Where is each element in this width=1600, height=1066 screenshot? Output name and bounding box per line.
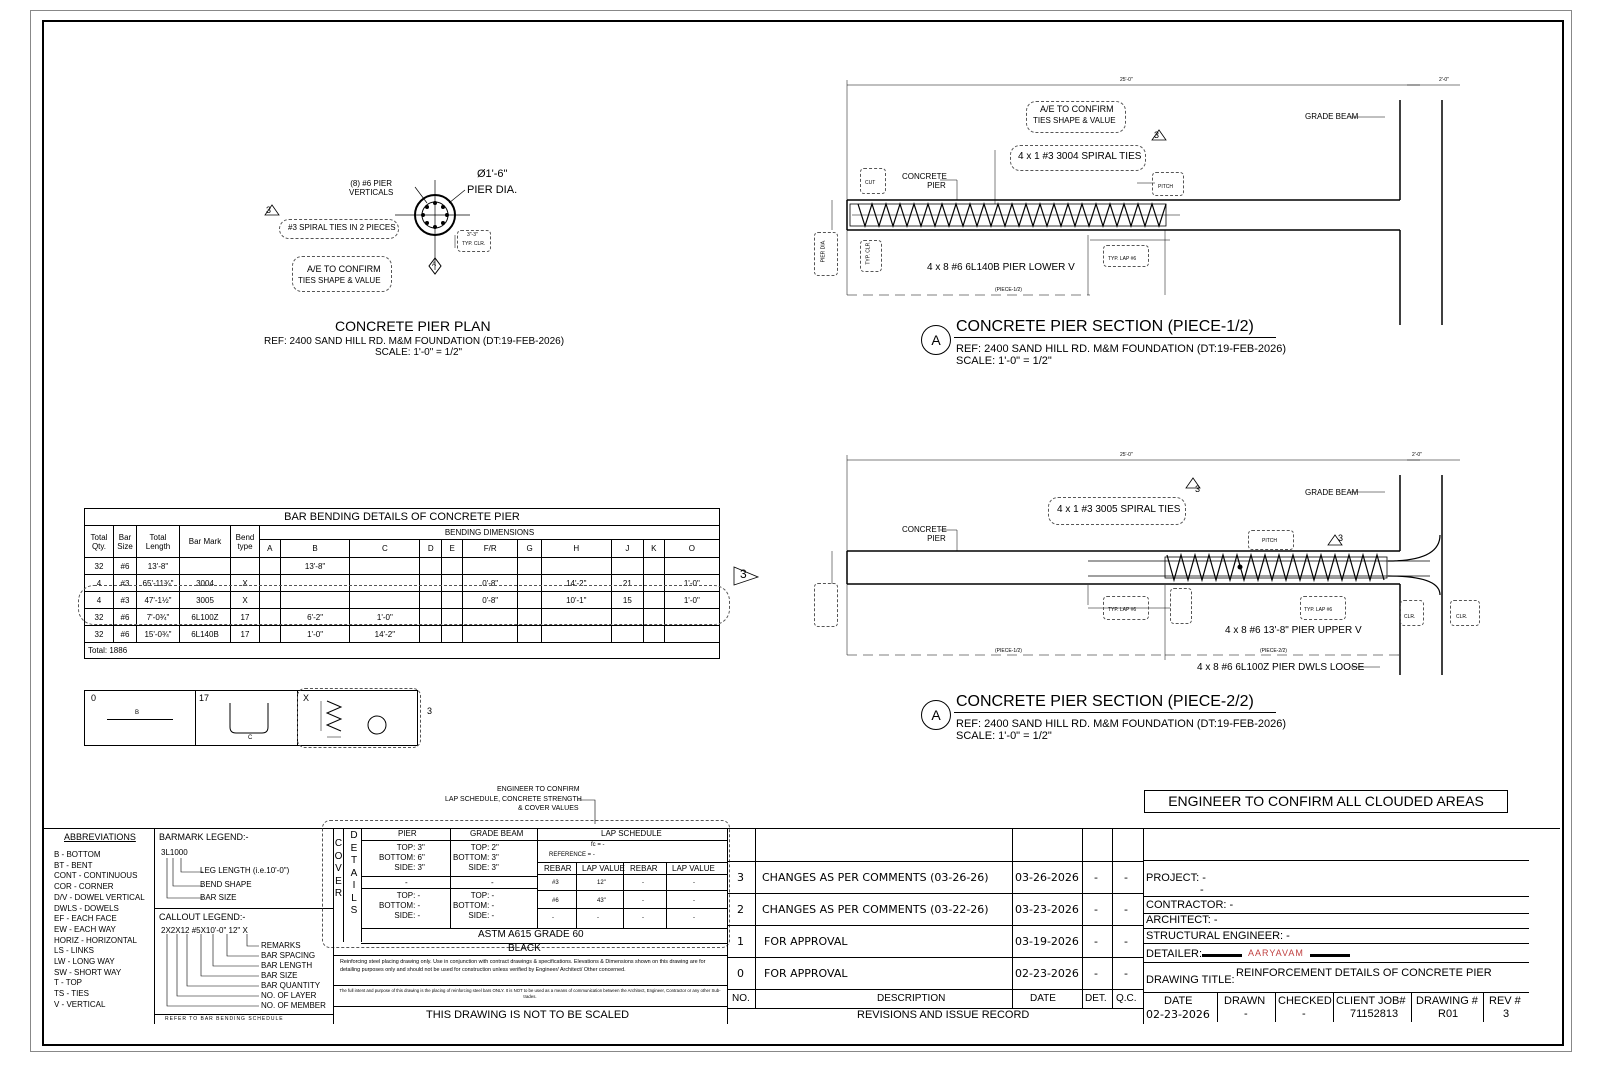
section1-scale: SCALE: 1'-0" = 1/2" xyxy=(956,355,1052,367)
tb-h-checked: CHECKED xyxy=(1278,995,1332,1007)
cover-note-1: Reinforcing steel placing drawing only. Use in conjunction with contract drawings & specifications. Elevations & Dimensions shown on this drawing are for detailing purposes only and should not be used for construction unless verified by Engineer/ Architect/ Other concerned. xyxy=(340,959,706,973)
cover-fc: fc = - xyxy=(591,842,605,848)
bbs-rev: 3 xyxy=(740,567,747,581)
section2-clr-1: CLR. xyxy=(1404,614,1416,620)
cover-v-dash-1: - xyxy=(693,880,695,886)
callout-title: CALLOUT LEGEND:- xyxy=(159,912,246,922)
section1-typ-clr: TYP. CLR. xyxy=(865,241,872,265)
section2-ref: REF: 2400 SAND HILL RD. M&M FOUNDATION (DT:19-FEB-2026) xyxy=(956,718,1287,730)
cover-h-lap-value: LAP VALUE xyxy=(582,864,625,873)
bbs-col-j: J xyxy=(611,540,643,558)
cover-lap-1: 12" xyxy=(597,880,606,886)
list-item: T - TOP xyxy=(54,978,83,988)
section1-concrete-label: CONCRETE PIER xyxy=(902,172,947,190)
list-item: BAR QUANTITY xyxy=(261,981,321,990)
callout-leaders xyxy=(163,934,273,1010)
cover-v-dash-2: - xyxy=(693,898,695,904)
plan-rev-triangle: 3 xyxy=(266,205,272,215)
bbs-h-bending-dims: BENDING DIMENSIONS xyxy=(260,526,720,540)
section2-rev2: 3 xyxy=(1338,533,1344,543)
callout-footer: REFER TO BAR BENDING SCHEDULE xyxy=(165,1016,284,1022)
list-item: BAR LENGTH xyxy=(261,961,313,970)
section1-title-underline xyxy=(954,337,1276,338)
list-item: NO. OF LAYER xyxy=(261,991,317,1000)
legend-panel xyxy=(155,828,333,1024)
list-item: V - VERTICAL xyxy=(54,999,106,1009)
section2-clr-cloud-3 xyxy=(1450,600,1480,626)
section2-pier-dia-cloud xyxy=(814,583,838,627)
bbs-col-fr: F/R xyxy=(463,540,518,558)
bbs-col-g: G xyxy=(518,540,542,558)
abbreviations-title: ABBREVIATIONS xyxy=(64,832,136,842)
project-label: PROJECT: - xyxy=(1146,872,1206,884)
bbs-revision-cloud xyxy=(78,585,730,625)
abbreviations-panel xyxy=(42,828,155,1024)
callout-code: 2X2X12 #5X10'-0" 12" X xyxy=(161,926,248,935)
cover-engineer-line3: & COVER VALUES xyxy=(518,805,579,812)
cover-note-2: The full intent and purpose of this drawing is the placing of reinforcing steel bars ONLY. It is NOT to be used as a means of communication between the Architect, Engineer, Contractor or any other Sub-trades. xyxy=(339,988,721,999)
cover-gb-values: TOP: 2" BOTTOM: 3" SIDE: 3" xyxy=(453,843,499,872)
plan-clr2: TYP. CLR. xyxy=(462,241,486,247)
list-item: SW - SHORT WAY xyxy=(54,967,122,977)
bbs-title: BAR BENDING DETAILS OF CONCRETE PIER xyxy=(85,509,720,526)
section2-rev1: 3 xyxy=(1195,484,1201,494)
barmark-code: 3L1000 xyxy=(161,848,188,857)
section1-cut: CUT xyxy=(865,180,876,186)
project-value: - xyxy=(1200,884,1204,896)
callout-list xyxy=(261,941,326,1011)
shape-x-cloud xyxy=(297,688,421,748)
shape-17-label: C xyxy=(248,735,253,741)
cover-h-rebar: REBAR xyxy=(544,864,572,873)
cover-pier-values-2: TOP: - BOTTOM: - SIDE: - xyxy=(379,891,421,920)
plan-confirm-cloud xyxy=(292,256,392,292)
plan-verticals-label: (8) #6 PIER VERTICALS xyxy=(349,179,394,197)
bbs-table xyxy=(84,508,720,659)
section2-dwls: 4 x 8 #6 6L100Z PIER DWLS LOOSE xyxy=(1197,662,1365,673)
cover-engineer-line2: LAP SCHEDULE, CONCRETE STRENGTH xyxy=(445,796,582,803)
section2-lap-right: TYP. LAP #6 xyxy=(1304,607,1333,613)
section1-drawing xyxy=(810,70,1490,330)
cover-rebar-2: #6 xyxy=(552,898,559,904)
section2-upper-v: 4 x 8 #6 13'-8" PIER UPPER V xyxy=(1225,625,1362,636)
list-item: CONT - CONTINUOUS xyxy=(54,871,138,881)
shape-17-drawing xyxy=(225,701,275,737)
barmark-size: BAR SIZE xyxy=(200,893,237,902)
section1-spiral-label: 4 x 1 #3 3004 SPIRAL TIES xyxy=(1018,151,1142,162)
shape-17-code: 17 xyxy=(199,693,210,703)
section1-dim-right: 2'-0" xyxy=(1439,77,1449,83)
section2-pitch: PITCH xyxy=(1262,538,1277,544)
detailer-label: DETAILER: xyxy=(1146,948,1203,960)
section2-grade-beam: GRADE BEAM xyxy=(1305,488,1359,497)
section2-spiral-label: 4 x 1 #3 3005 SPIRAL TIES xyxy=(1057,504,1181,515)
table-row: 1 FOR APPROVAL 03-19-2026 - - xyxy=(737,935,1128,948)
cover-reference: REFERENCE = - xyxy=(549,852,595,858)
list-item: BAR SIZE xyxy=(261,971,298,980)
cover-details-table xyxy=(333,828,727,942)
list-item: EF - EACH FACE xyxy=(54,914,117,924)
plan-ref: REF: 2400 SAND HILL RD. M&M FOUNDATION (DT:19-FEB-2026) xyxy=(264,336,565,347)
shape-x-code: X xyxy=(303,693,310,703)
bbs-col-d: D xyxy=(420,540,442,558)
cover-r-dash-1: - xyxy=(642,880,644,886)
list-item: REMARKS xyxy=(261,941,301,950)
architect-label: ARCHITECT: - xyxy=(1146,914,1218,926)
bbs-h-mark: Bar Mark xyxy=(180,526,231,558)
section2-piece1: (PIECE-1/2) xyxy=(995,648,1022,654)
tb-h-drawn: DRAWN xyxy=(1224,995,1266,1007)
revisions-header: NO. DESCRIPTION DATE DET. Q.C. xyxy=(732,993,1137,1004)
tb-v-checked: - xyxy=(1302,1008,1306,1020)
table-row: 32 #6 13'-8" 13'-8" xyxy=(85,558,720,575)
revisions-footer: REVISIONS AND ISSUE RECORD xyxy=(857,1009,1030,1021)
plan-confirm-line1: A/E TO CONFIRM xyxy=(307,264,381,274)
section1-piece: (PIECE-1/2) xyxy=(995,287,1022,293)
list-item: D/V - DOWEL VERTICAL xyxy=(54,892,145,902)
section1-confirm-line2: TIES SHAPE & VALUE xyxy=(1033,116,1116,125)
bbs-col-c: C xyxy=(350,540,420,558)
cover-h-lap: LAP SCHEDULE xyxy=(601,829,662,838)
table-row: 4 #3 65'-11¾" 3004 X 0'-8" 14'-2" 21 1'-0" xyxy=(85,575,720,592)
list-item: BAR SPACING xyxy=(261,951,316,960)
barmark-bend: BEND SHAPE xyxy=(200,880,252,889)
section1-pier-dia: PIER DIA. xyxy=(820,239,827,263)
table-row: 32 #6 15'-0¾" 6L140B 17 1'-0" 14'-2" xyxy=(85,626,720,643)
cover-lap-2: 43" xyxy=(597,898,606,904)
list-item: COR - CORNER xyxy=(54,882,114,892)
contractor-label: CONTRACTOR: - xyxy=(1146,899,1234,911)
section2-dim-right: 2'-0" xyxy=(1412,452,1422,458)
cover-h-lap-value-2: LAP VALUE xyxy=(672,864,715,873)
section2-title-underline xyxy=(954,712,1276,713)
tb-v-drawn: - xyxy=(1244,1008,1248,1020)
cover-v-dash-3: - xyxy=(597,915,599,921)
bbs-rev-triangle xyxy=(732,565,762,587)
abbreviations-list xyxy=(54,850,145,1011)
cover-h-rebar-2: REBAR xyxy=(630,864,658,873)
shape-0-code: 0 xyxy=(91,693,97,703)
tb-h-date: DATE xyxy=(1164,995,1193,1007)
section2-piece2: (PIECE-2/2) xyxy=(1260,648,1287,654)
cover-r-dash-2: - xyxy=(642,898,644,904)
plan-title: CONCRETE PIER PLAN xyxy=(335,318,491,334)
section2-title: CONCRETE PIER SECTION (PIECE-2/2) xyxy=(956,693,1254,710)
list-item: TS - TIES xyxy=(54,989,89,999)
section1-dim-top: 25'-0" xyxy=(1120,77,1133,83)
plan-confirm-line2: TIES SHAPE & VALUE xyxy=(298,276,381,285)
shape-0-label: B xyxy=(135,710,140,716)
table-row: 2 CHANGES AS PER COMMENTS (03-22-26) 03-23-2026 - - xyxy=(737,903,1128,916)
bbs-col-k: K xyxy=(643,540,664,558)
section1-ref: REF: 2400 SAND HILL RD. M&M FOUNDATION (DT:19-FEB-2026) xyxy=(956,343,1287,355)
table-row: 3 CHANGES AS PER COMMENTS (03-26-26) 03-26-2026 - - xyxy=(737,871,1128,884)
section2-scale: SCALE: 1'-0" = 1/2" xyxy=(956,730,1052,742)
plan-diameter-label: PIER DIA. xyxy=(467,184,518,196)
cover-pier-values: TOP: 3" BOTTOM: 6" SIDE: 3" xyxy=(379,843,425,872)
table-row: 32 #6 7'-0¾" 6L100Z 17 6'-2" 1'-0" xyxy=(85,609,720,626)
list-item: HORIZ - HORIZONTAL xyxy=(54,935,137,945)
cover-vertical: C O V E R xyxy=(334,838,343,899)
bbs-col-h: H xyxy=(541,540,611,558)
cover-dash-1: - xyxy=(405,878,408,887)
cover-v-dash-4: - xyxy=(693,915,695,921)
section2-clr-cloud xyxy=(1170,588,1192,624)
cover-r-dash-4: - xyxy=(642,915,644,921)
tb-v-rev: 3 xyxy=(1503,1008,1510,1020)
structural-engineer-label: STRUCTURAL ENGINEER: - xyxy=(1146,930,1290,942)
cover-dash-2: - xyxy=(491,878,494,887)
list-item: LW - LONG WAY xyxy=(54,957,115,967)
plan-spiral-label: #3 SPIRAL TIES IN 2 PIECES xyxy=(288,223,396,232)
list-item: B - BOTTOM xyxy=(54,850,101,859)
section2-dim-top: 25'-0" xyxy=(1120,452,1133,458)
tb-v-client: 71152813 xyxy=(1350,1008,1399,1020)
list-item: DWLS - DOWELS xyxy=(54,903,119,913)
barmark-title: BARMARK LEGEND:- xyxy=(159,832,249,842)
cover-black: BLACK xyxy=(508,943,541,954)
drawing-title: REINFORCEMENT DETAILS OF CONCRETE PIER xyxy=(1236,967,1492,979)
drawing-title-label: DRAWING TITLE: xyxy=(1146,974,1235,986)
section1-rev: 3 xyxy=(1154,130,1160,140)
title-block xyxy=(1143,828,1561,1024)
plan-marker: A xyxy=(432,262,437,268)
not-to-scale-note: THIS DRAWING IS NOT TO BE SCALED xyxy=(426,1009,630,1021)
detailer-brand-logo: AARYAVAM xyxy=(1248,948,1304,958)
plan-clr: 3"-3" xyxy=(467,232,478,238)
list-item: EW - EACH WAY xyxy=(54,924,116,934)
bbs-h-size: Bar Size xyxy=(114,526,137,558)
section2-lap-left: TYP. LAP #6 xyxy=(1108,607,1137,613)
list-item: NO. OF MEMBER xyxy=(261,1001,326,1010)
revisions-table xyxy=(727,828,1143,1024)
bbs-col-a: A xyxy=(260,540,281,558)
section1-confirm-line1: A/E TO CONFIRM xyxy=(1040,104,1114,114)
table-row: 0 FOR APPROVAL 02-23-2026 - - xyxy=(737,967,1128,980)
tb-v-drawing: R01 xyxy=(1438,1008,1459,1020)
cover-h-grade-beam: GRADE BEAM xyxy=(470,829,524,838)
cover-details-vertical: D E T A I L S xyxy=(350,830,358,916)
cover-astm: ASTM A615 GRADE 60 xyxy=(478,929,584,940)
barmark-leg: LEG LENGTH (i.e.10'-0") xyxy=(200,866,290,875)
tb-v-date: 02-23-2026 xyxy=(1146,1008,1210,1021)
section1-grade-beam: GRADE BEAM xyxy=(1305,112,1359,121)
section1-lap: TYP. LAP #6 xyxy=(1108,256,1137,262)
bbs-col-b: B xyxy=(280,540,350,558)
shape-rev: 3 xyxy=(427,706,433,716)
tb-h-rev: REV # xyxy=(1489,995,1521,1007)
plan-scale: SCALE: 1'-0" = 1/2" xyxy=(375,347,463,358)
shape-0-line xyxy=(107,719,173,720)
bbs-h-qty: Total Qty. xyxy=(85,526,114,558)
bbs-h-length: Total Length xyxy=(137,526,180,558)
bbs-col-e: E xyxy=(442,540,463,558)
tb-h-drawing: DRAWING # xyxy=(1416,995,1478,1007)
list-item: LS - LINKS xyxy=(54,946,95,956)
bbs-col-o: O xyxy=(664,540,719,558)
tb-h-client: CLIENT JOB# xyxy=(1336,995,1406,1007)
section2-drawing xyxy=(810,445,1490,685)
plan-diameter: Ø1'-6" xyxy=(477,168,508,180)
cover-engineer-line1: ENGINEER TO CONFIRM xyxy=(497,786,580,793)
section1-marker: A xyxy=(921,325,951,355)
bbs-total: Total: 1886 xyxy=(85,643,720,659)
bar-bending-schedule xyxy=(84,508,720,659)
section1-lower-v: 4 x 8 #6 6L140B PIER LOWER V xyxy=(927,262,1075,273)
section1-pitch: PITCH xyxy=(1158,184,1173,190)
section2-clr-cloud-2 xyxy=(1400,600,1424,626)
cover-gb-values-2: TOP: - BOTTOM: - SIDE: - xyxy=(453,891,495,920)
cover-h-pier: PIER xyxy=(398,829,417,838)
section1-title: CONCRETE PIER SECTION (PIECE-1/2) xyxy=(956,318,1254,335)
table-row: 4 #3 47'-1½" 3005 X 0'-8" 10'-1" 15 1'-0" xyxy=(85,592,720,609)
cover-r-dash-3: - xyxy=(552,915,554,921)
cover-rebar-1: #3 xyxy=(552,880,559,886)
section2-clr-2: CLR. xyxy=(1456,614,1468,620)
section2-marker: A xyxy=(921,700,951,730)
bbs-h-bend: Bend type xyxy=(231,526,260,558)
list-item: BT - BENT xyxy=(54,860,93,870)
section2-concrete-label: CONCRETE PIER xyxy=(902,525,947,543)
engineer-confirm-note: ENGINEER TO CONFIRM ALL CLOUDED AREAS xyxy=(1144,790,1508,813)
